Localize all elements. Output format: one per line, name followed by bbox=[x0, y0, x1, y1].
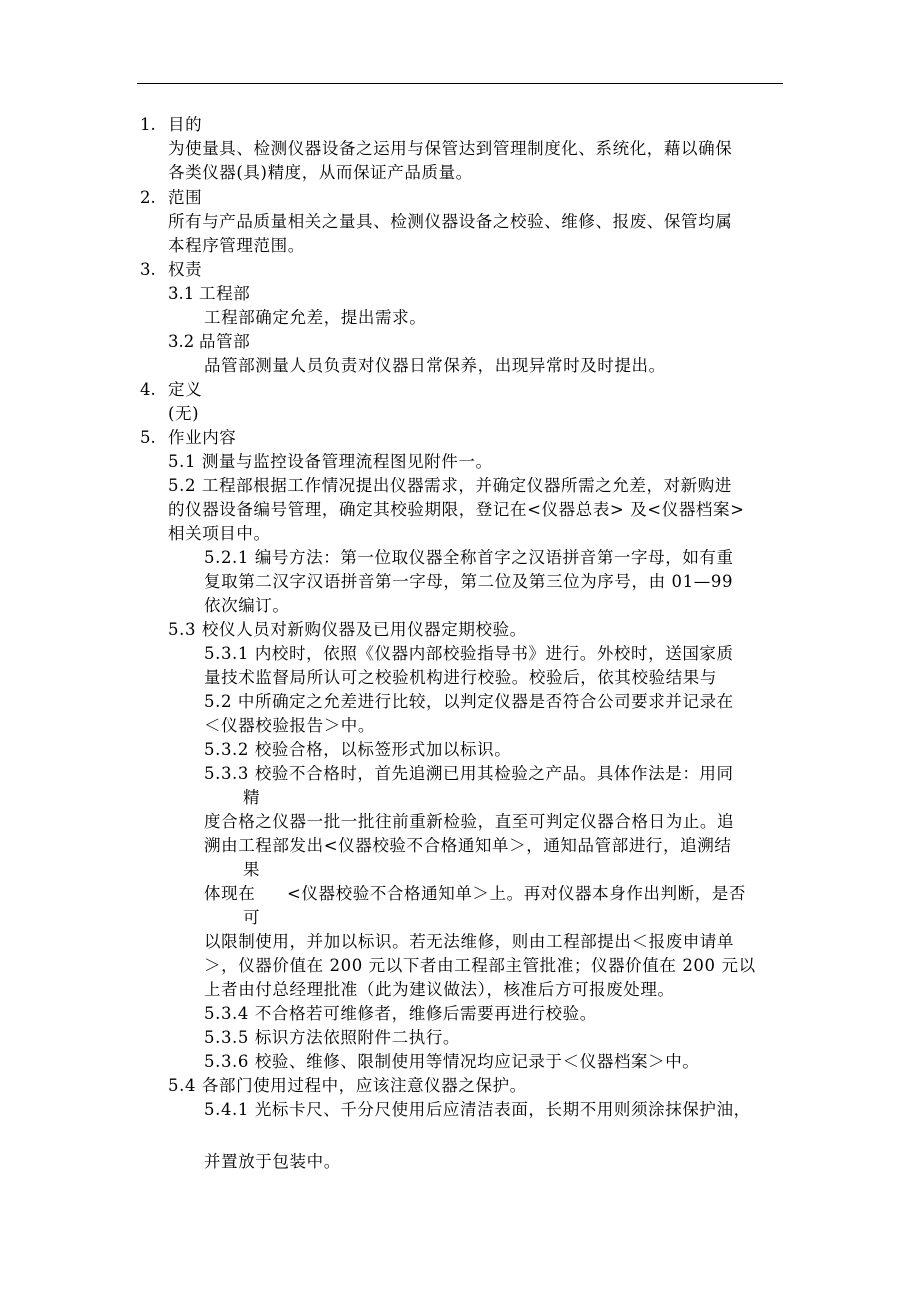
subsection-3-1-text: 工程部确定允差，提出需求。 bbox=[204, 308, 427, 327]
section-1-body-line: 各类仪器(具)精度，从而保证产品质量。 bbox=[168, 163, 473, 182]
section-5-line: 可 bbox=[243, 908, 261, 927]
subsection-3-2-title: 品管部 bbox=[199, 332, 251, 351]
section-2-number: 2. bbox=[140, 188, 156, 207]
section-5-line: 5.3 校仪人员对新购仪器及已用仪器定期校验。 bbox=[168, 620, 527, 639]
section-5-line: 上者由付总经理批准（此为建议做法），核准后方可报废处理。 bbox=[204, 980, 675, 999]
section-5-line: ＜仪器校验报告＞中。 bbox=[204, 716, 375, 735]
section-5-line: 依次编订。 bbox=[204, 596, 290, 615]
section-3-number: 3. bbox=[140, 260, 156, 279]
section-5-line: 相关项目中。 bbox=[168, 524, 271, 543]
section-5-line: 量技术监督局所认可之校验机构进行校验。校验后，依其校验结果与 bbox=[204, 668, 717, 687]
section-5-line: 度合格之仪器一批一批往前重新检验，直至可判定仪器合格日为止。追 bbox=[204, 812, 735, 831]
section-2-title: 范围 bbox=[168, 188, 203, 207]
section-5-line: 5.3.4 不合格若可维修者，维修后需要再进行校验。 bbox=[204, 1004, 597, 1023]
section-5-line: 5.3.5 标识方法依照附件二执行。 bbox=[204, 1028, 461, 1047]
section-5-line: 5.2 工程部根据工作情况提出仪器需求，并确定仪器所需之允差，对新购进 bbox=[168, 476, 732, 495]
section-5-line: 5.3.1 内校时，依照《仪器内部校验指导书》进行。外校时，送国家质 bbox=[204, 644, 734, 663]
subsection-3-1-title: 工程部 bbox=[199, 284, 251, 303]
subsection-3-2-text: 品管部测量人员负责对仪器日常保养，出现异常时及时提出。 bbox=[204, 356, 666, 375]
section-5-line: 精 bbox=[243, 788, 261, 807]
section-3-title: 权责 bbox=[168, 260, 203, 279]
section-4-text: (无) bbox=[168, 404, 200, 423]
section-5-line: 溯由工程部发出<仪器校验不合格通知单＞，通知品管部进行，追溯结 bbox=[204, 836, 732, 855]
section-4-title: 定义 bbox=[168, 380, 203, 399]
section-1-body-line: 为使量具、检测仪器设备之运用与保管达到管理制度化、系统化，藉以确保 bbox=[168, 139, 733, 158]
section-5-line: 5.3.2 校验合格，以标签形式加以标识。 bbox=[204, 740, 512, 759]
section-1-title: 目的 bbox=[168, 115, 203, 134]
section-2-body-line: 本程序管理范围。 bbox=[168, 236, 305, 255]
section-5-line: 5.1 测量与监控设备管理流程图见附件一。 bbox=[168, 452, 493, 471]
section-5-line: 5.3.3 校验不合格时，首先追溯已用其检验之产品。具体作法是：用同 bbox=[204, 764, 734, 783]
section-5-line: 的仪器设备编号管理，确定其校验期限，登记在<仪器总表> 及<仪器档案> bbox=[168, 500, 745, 519]
section-1-number: 1. bbox=[140, 115, 156, 134]
section-4-number: 4. bbox=[140, 380, 156, 399]
section-5-line: 5.4.1 光标卡尺、千分尺使用后应清洁表面，长期不用则须涂抹保护油， bbox=[204, 1100, 751, 1119]
subsection-3-1-number: 3.1 bbox=[168, 284, 195, 303]
subsection-3-2-number: 3.2 bbox=[168, 332, 195, 351]
section-5-line: 5.2.1 编号方法：第一位取仪器全称首字之汉语拼音第一字母，如有重 bbox=[204, 548, 734, 567]
section-5-line: 体现在 bbox=[204, 884, 256, 903]
section-5-line: ＞，仪器价值在 200 元以下者由工程部主管批准；仪器价值在 200 元以 bbox=[204, 956, 756, 975]
section-2-body-line: 所有与产品质量相关之量具、检测仪器设备之校验、维修、报废、保管均属 bbox=[168, 212, 733, 231]
section-5-line: 果 bbox=[243, 860, 261, 879]
section-5-number: 5. bbox=[140, 428, 156, 447]
section-5-line: 复取第二汉字汉语拼音第一字母，第二位及第三位为序号，由 01—99 bbox=[204, 572, 734, 591]
section-5-line: 以限制使用，并加以标识。若无法维修，则由工程部提出＜报废申请单 bbox=[204, 932, 735, 951]
section-5-line: 5.3.6 校验、维修、限制使用等情况均应记录于＜仪器档案＞中。 bbox=[204, 1052, 700, 1071]
section-5-line: 5.4 各部门使用过程中，应该注意仪器之保护。 bbox=[168, 1076, 527, 1095]
section-5-line: 5.2 中所确定之允差进行比较，以判定仪器是否符合公司要求并记录在 bbox=[204, 692, 734, 711]
section-5-title: 作业内容 bbox=[168, 428, 237, 447]
section-5-line: <仪器校验不合格通知单＞上。再对仪器本身作出判断，是否 bbox=[287, 884, 747, 903]
header-rule bbox=[137, 83, 783, 84]
section-5-line: 并置放于包装中。 bbox=[204, 1152, 341, 1171]
